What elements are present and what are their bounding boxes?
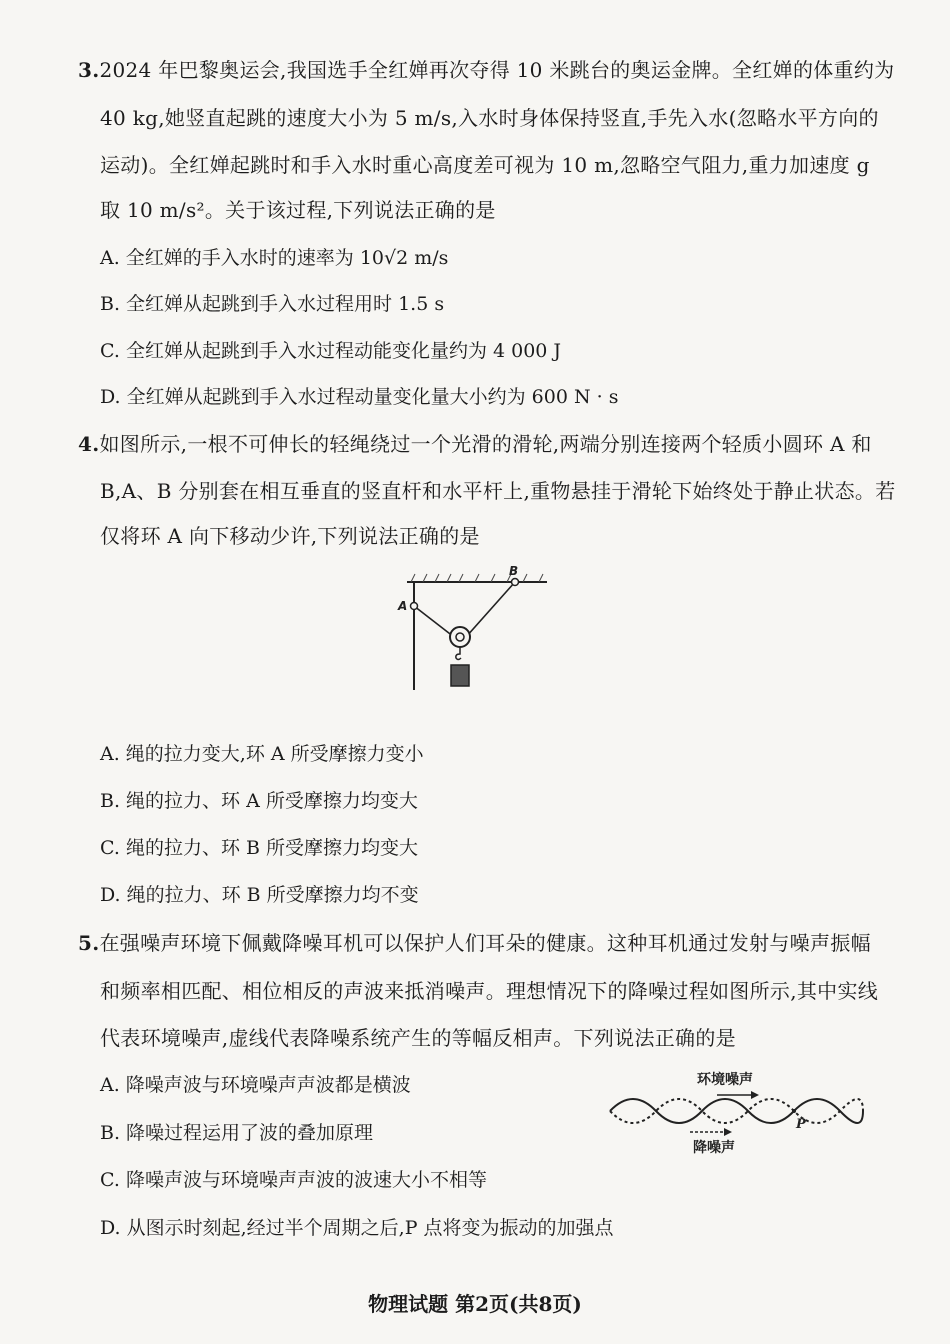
ceiling-hatching xyxy=(411,574,543,582)
q4-number: 4. xyxy=(78,432,100,456)
weight xyxy=(451,665,469,686)
q3-option-b: B. 全红婵从起跳到手入水过程用时 1.5 s xyxy=(100,293,445,315)
q3-number: 3. xyxy=(78,58,100,82)
rope-right xyxy=(466,582,515,637)
hook xyxy=(456,647,461,660)
q5-number: 5. xyxy=(78,931,100,955)
q5-stem-line-3: 代表环境噪声,虚线代表降噪系统产生的等幅反相声。下列说法正确的是 xyxy=(100,1026,736,1050)
q3-option-a: A. 全红婵的手入水时的速率为 10√2 m/s xyxy=(100,247,449,269)
q5-option-d: D. 从图示时刻起,经过半个周期之后,P 点将变为振动的加强点 xyxy=(100,1217,614,1239)
q3-stem-line-1: 3.2024 年巴黎奥运会,我国选手全红婵再次夺得 10 米跳台的奥运金牌。全红婵的体重约为 xyxy=(78,58,895,82)
q4-option-d: D. 绳的拉力、环 B 所受摩擦力均不变 xyxy=(100,884,419,906)
label-anti: 降噪声 xyxy=(693,1140,735,1156)
q4-option-a: A. 绳的拉力变大,环 A 所受摩擦力变小 xyxy=(100,743,424,765)
q3-stem-line-2: 40 kg,她竖直起跳的速度大小为 5 m/s,入水时身体保持竖直,手先入水(忽略水平方向的 xyxy=(100,106,879,130)
q4-stem-line-1: 4.如图所示,一根不可伸长的轻绳绕过一个光滑的滑轮,两端分别连接两个轻质小圆环 A 和 xyxy=(78,432,872,456)
label-a: A xyxy=(398,599,408,613)
q5-option-c: C. 降噪声波与环境噪声声波的波速大小不相等 xyxy=(100,1169,487,1191)
page-footer: 物理试题 第2页(共8页) xyxy=(368,1292,582,1316)
pulley-figure xyxy=(395,562,555,702)
q4-option-c: C. 绳的拉力、环 B 所受摩擦力均变大 xyxy=(100,837,418,859)
label-b: B xyxy=(509,564,519,578)
q3-stem-line-4: 取 10 m/s²。关于该过程,下列说法正确的是 xyxy=(100,198,496,222)
wave-figure xyxy=(605,1066,865,1162)
q3-option-c: C. 全红婵从起跳到手入水过程动能变化量约为 4 000 J xyxy=(100,340,562,362)
anti-arrow-head xyxy=(724,1128,732,1136)
pulley xyxy=(450,627,470,647)
q4-option-b: B. 绳的拉力、环 A 所受摩擦力均变大 xyxy=(100,790,418,812)
label-noise: 环境噪声 xyxy=(697,1072,753,1088)
q4-stem-line-3: 仅将环 A 向下移动少许,下列说法正确的是 xyxy=(100,524,480,548)
noise-arrow-head xyxy=(751,1091,759,1099)
label-p: P xyxy=(796,1117,806,1132)
q4-stem-line-2: B,A、B 分别套在相互垂直的竖直杆和水平杆上,重物悬挂于滑轮下始终处于静止状态。若 xyxy=(100,479,896,503)
point-p xyxy=(792,1109,796,1113)
q5-stem-line-1: 5.在强噪声环境下佩戴降噪耳机可以保护人们耳朵的健康。这种耳机通过发射与噪声振幅 xyxy=(78,931,871,955)
ring-a xyxy=(411,603,418,610)
q5-option-a: A. 降噪声波与环境噪声声波都是横波 xyxy=(100,1074,411,1096)
q3-option-d: D. 全红婵从起跳到手入水过程动量变化量大小约为 600 N · s xyxy=(100,386,619,408)
ring-b xyxy=(512,579,519,586)
q5-option-b: B. 降噪过程运用了波的叠加原理 xyxy=(100,1122,374,1144)
q3-stem-line-3: 运动)。全红婵起跳时和手入水时重心高度差可视为 10 m,忽略空气阻力,重力加速度 g xyxy=(100,153,870,177)
rope-left xyxy=(414,606,454,637)
q5-stem-line-2: 和频率相匹配、相位相反的声波来抵消噪声。理想情况下的降噪过程如图所示,其中实线 xyxy=(100,979,879,1003)
